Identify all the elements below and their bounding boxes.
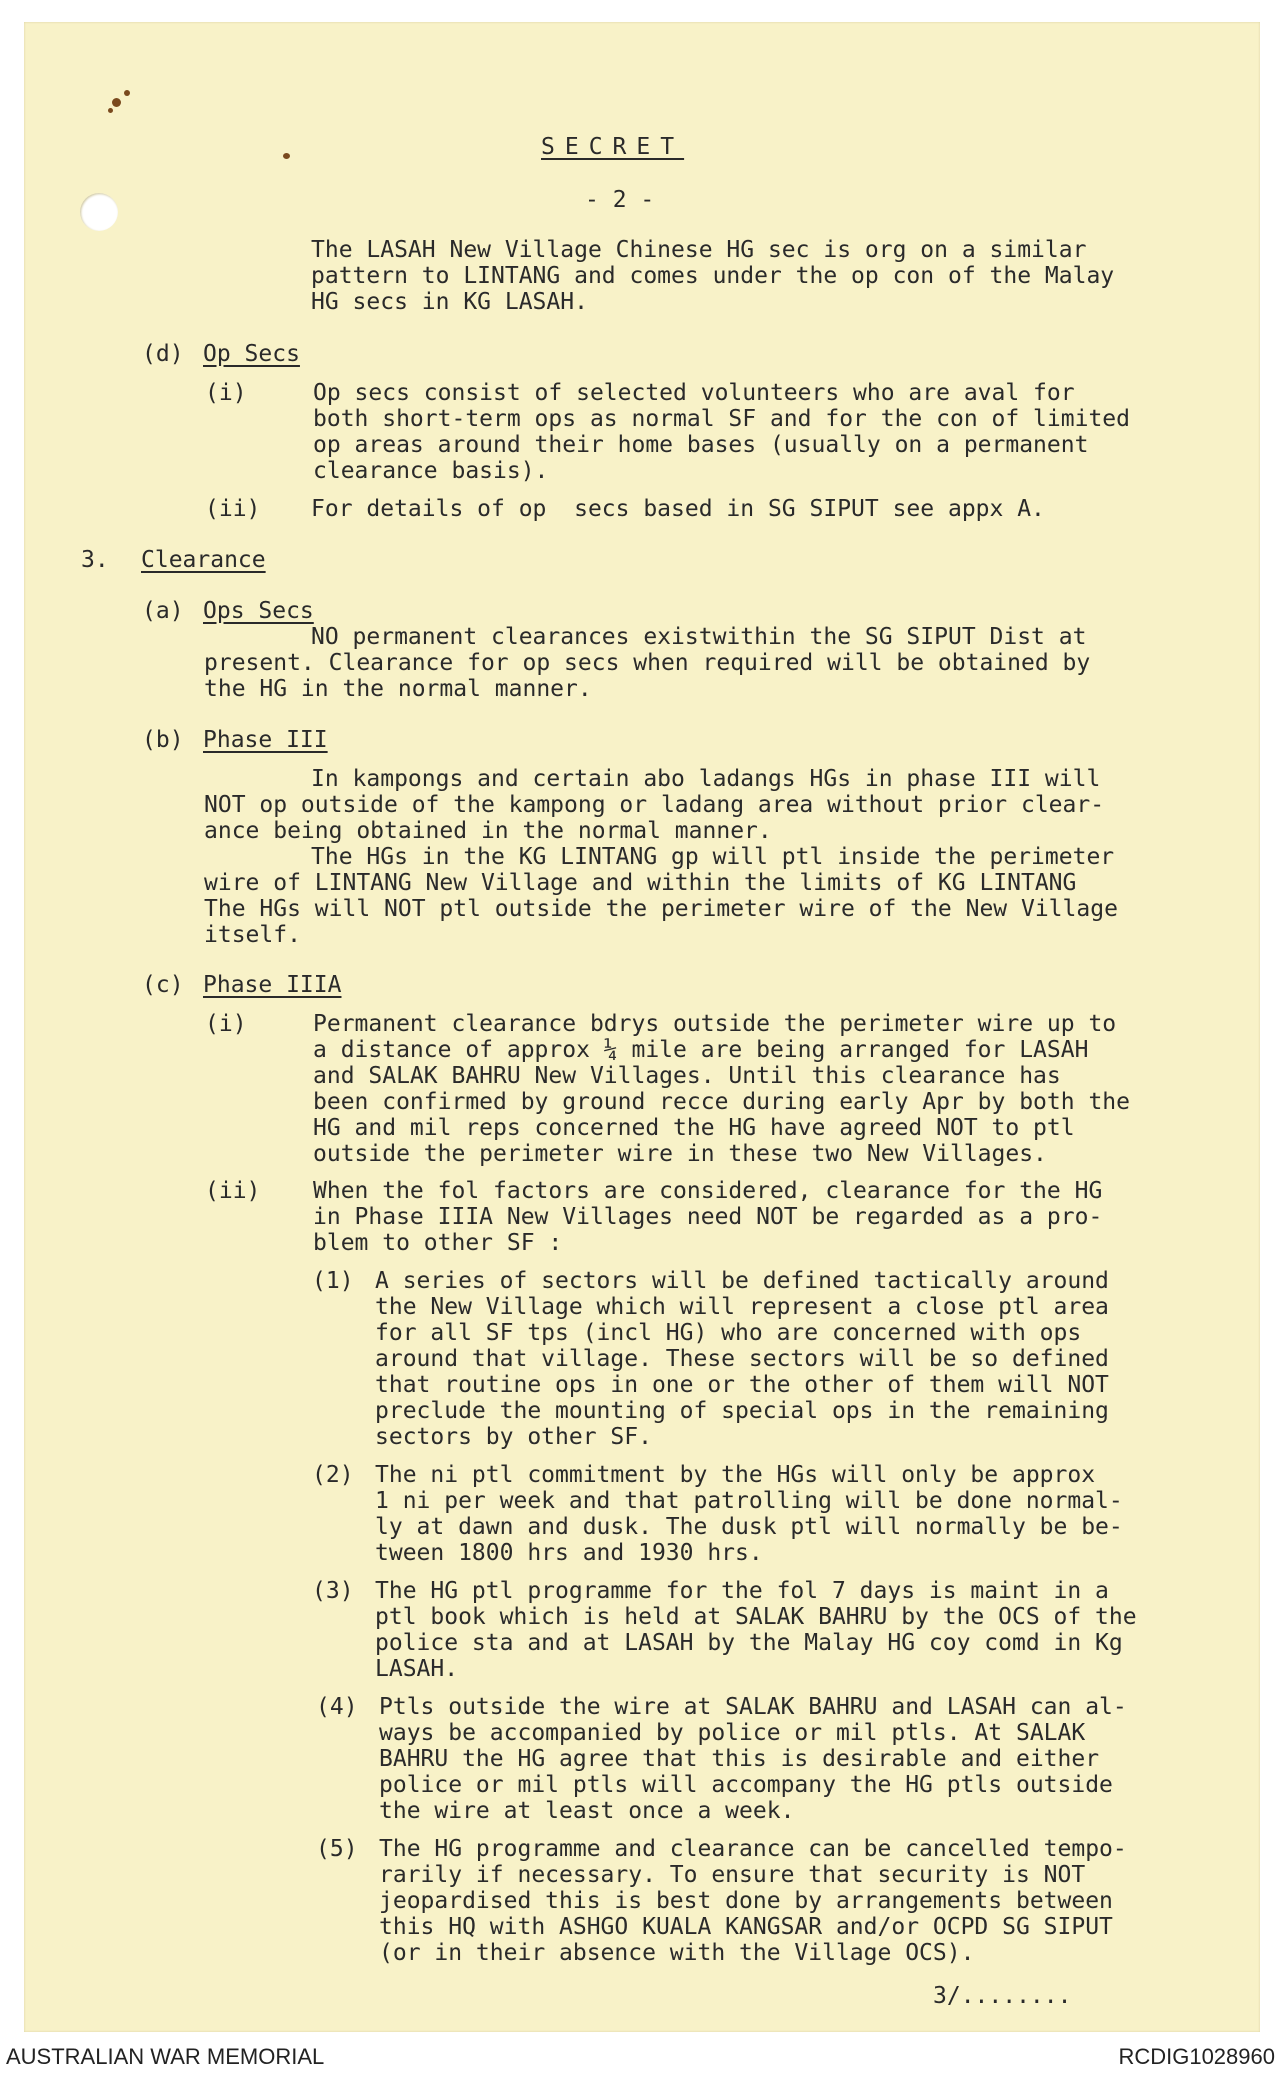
- stain-mark: [283, 153, 290, 159]
- intro-line: pattern to LINTANG and comes under the op con of the Malay: [311, 263, 1115, 289]
- section-c-i-line: been confirmed by ground recce during early Apr by both the: [313, 1089, 1130, 1115]
- intro-line: HG secs in KG LASAH.: [311, 289, 588, 315]
- stain-mark: [112, 98, 121, 107]
- item-line: The ni ptl commitment by the HGs will only be approx: [375, 1462, 1096, 1488]
- section-d-i-line: Op secs consist of selected volunteers who are aval for: [313, 380, 1075, 406]
- item-line: ways be accompanied by police or mil ptls. At SALAK: [379, 1720, 1086, 1746]
- page-number: - 2 -: [585, 187, 655, 213]
- stain-mark: [124, 90, 130, 96]
- section-d-ii-marker: (ii): [205, 496, 261, 522]
- item-line: BAHRU the HG agree that this is desirable and either: [379, 1746, 1100, 1772]
- section-c-marker: (c): [142, 972, 184, 998]
- section-a-marker: (a): [142, 598, 184, 624]
- section-d-heading: Op Secs: [203, 341, 300, 367]
- section-d-ii-text: For details of op secs based in SG SIPUT see appx A.: [311, 496, 1045, 522]
- section-d-i-line: op areas around their home bases (usually on a permanent: [313, 432, 1089, 458]
- item-number: (4): [316, 1694, 358, 1720]
- continuation-marker: 3/........: [933, 1983, 1072, 2009]
- item-line: for all SF tps (incl HG) who are concerned with ops: [375, 1320, 1082, 1346]
- section-c-i-line: HG and mil reps concerned the HG have agreed NOT to ptl: [313, 1115, 1075, 1141]
- item-line: that routine ops in one or the other of them will NOT: [375, 1372, 1109, 1398]
- stain-mark: [108, 108, 113, 113]
- section-b-line: The HGs in the KG LINTANG gp will ptl inside the perimeter: [311, 844, 1115, 870]
- item-number: (2): [312, 1462, 354, 1488]
- section-c-i-marker: (i): [205, 1011, 247, 1037]
- section-b-heading: Phase III: [203, 727, 328, 753]
- item-line: (or in their absence with the Village OCS).: [379, 1940, 975, 1966]
- item-line: the New Village which will represent a close ptl area: [375, 1294, 1109, 1320]
- section-c-ii-marker: (ii): [205, 1178, 261, 1204]
- item-number: (1): [312, 1268, 354, 1294]
- section-3-number: 3.: [81, 547, 109, 573]
- section-b-line: The HGs will NOT ptl outside the perimeter wire of the New Village: [204, 896, 1118, 922]
- item-line: preclude the mounting of special ops in the remaining: [375, 1398, 1109, 1424]
- item-line: jeopardised this is best done by arrangements between: [379, 1888, 1113, 1914]
- item-number: (5): [316, 1836, 358, 1862]
- section-c-heading: Phase IIIA: [203, 972, 342, 998]
- item-line: ly at dawn and dusk. The dusk ptl will normally be be-: [375, 1514, 1123, 1540]
- section-a-line: NO permanent clearances existwithin the SG SIPUT Dist at: [311, 624, 1087, 650]
- item-number: (3): [312, 1578, 354, 1604]
- section-d-i-line: both short-term ops as normal SF and for the con of limited: [313, 406, 1130, 432]
- section-d-i-line: clearance basis).: [313, 458, 549, 484]
- section-b-line: In kampongs and certain abo ladangs HGs in phase III will: [311, 766, 1101, 792]
- section-d-i-marker: (i): [205, 380, 247, 406]
- item-line: police or mil ptls will accompany the HG ptls outside: [379, 1772, 1113, 1798]
- punch-hole: [80, 193, 118, 231]
- item-line: The HG programme and clearance can be cancelled tempo-: [379, 1836, 1127, 1862]
- section-a-line: present. Clearance for op secs when required will be obtained by: [204, 650, 1091, 676]
- section-c-ii-line: blem to other SF :: [313, 1230, 563, 1256]
- item-line: A series of sectors will be defined tactically around: [375, 1268, 1109, 1294]
- item-line: tween 1800 hrs and 1930 hrs.: [375, 1540, 763, 1566]
- section-a-heading: Ops Secs: [203, 598, 314, 624]
- section-b-marker: (b): [142, 727, 184, 753]
- section-c-i-line: outside the perimeter wire in these two New Villages.: [313, 1141, 1047, 1167]
- footer-record-id: RCDIG1028960: [1118, 2044, 1275, 2069]
- section-d-marker: (d): [142, 341, 184, 367]
- item-line: 1 ni per week and that patrolling will be done normal-: [375, 1488, 1123, 1514]
- section-c-ii-line: When the fol factors are considered, clearance for the HG: [313, 1178, 1103, 1204]
- section-b-line: wire of LINTANG New Village and within the limits of KG LINTANG: [204, 870, 1077, 896]
- section-c-i-line: and SALAK BAHRU New Villages. Until this clearance has: [313, 1063, 1061, 1089]
- section-b-line: ance being obtained in the normal manner.: [204, 818, 772, 844]
- section-3-heading: Clearance: [141, 547, 266, 573]
- item-line: ptl book which is held at SALAK BAHRU by the OCS of the: [375, 1604, 1137, 1630]
- intro-line: The LASAH New Village Chinese HG sec is org on a similar: [311, 237, 1087, 263]
- item-line: rarily if necessary. To ensure that security is NOT: [379, 1862, 1086, 1888]
- section-b-line: itself.: [204, 922, 301, 948]
- footer-archive-name: AUSTRALIAN WAR MEMORIAL: [6, 2044, 325, 2069]
- section-c-i-line: a distance of approx ¼ mile are being arranged for LASAH: [313, 1037, 1089, 1063]
- section-c-i-line: Permanent clearance bdrys outside the perimeter wire up to: [313, 1011, 1117, 1037]
- item-line: police sta and at LASAH by the Malay HG coy comd in Kg: [375, 1630, 1123, 1656]
- section-c-ii-line: in Phase IIIA New Villages need NOT be regarded as a pro-: [313, 1204, 1103, 1230]
- item-line: sectors by other SF.: [375, 1424, 652, 1450]
- section-b-line: NOT op outside of the kampong or ladang area without prior clear-: [204, 792, 1105, 818]
- item-line: this HQ with ASHGO KUALA KANGSAR and/or OCPD SG SIPUT: [379, 1914, 1113, 1940]
- item-line: around that village. These sectors will be so defined: [375, 1346, 1109, 1372]
- classification-heading: SECRET: [541, 134, 685, 160]
- item-line: the wire at least once a week.: [379, 1798, 795, 1824]
- item-line: Ptls outside the wire at SALAK BAHRU and LASAH can al-: [379, 1694, 1127, 1720]
- item-line: LASAH.: [375, 1656, 459, 1682]
- section-a-line: the HG in the normal manner.: [204, 676, 592, 702]
- item-line: The HG ptl programme for the fol 7 days is maint in a: [375, 1578, 1109, 1604]
